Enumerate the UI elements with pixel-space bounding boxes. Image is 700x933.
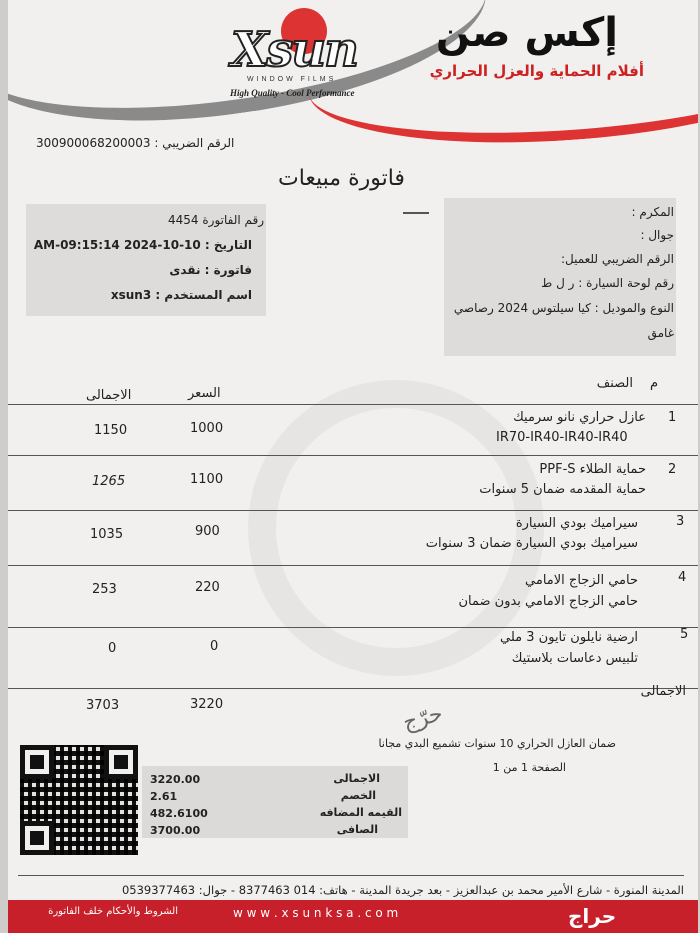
header-item: الصنف <box>596 376 633 391</box>
customer-mobile: جوال : <box>640 228 674 242</box>
row-price: 900 <box>195 524 220 539</box>
footer-website: w w w . x s u n k s a . c o m <box>233 906 399 920</box>
invoice-number <box>168 213 264 227</box>
warranty-note: ضمان العازل الحراري 10 سنوات تشميع البدي مجانا <box>378 737 616 750</box>
row-total: 1150 <box>94 423 128 438</box>
invoice-title: فاتورة مبيعات <box>278 166 405 191</box>
vehicle-shade: غامق <box>647 326 674 340</box>
haraj-watermark-text: حراج <box>568 904 617 928</box>
totals-divider <box>8 688 698 689</box>
customer-honorific: المكرم : <box>631 205 674 219</box>
row-item-name: ارضية نايلون تايون 3 ملي <box>500 630 638 645</box>
title-dash <box>403 212 429 214</box>
header-total: الاجمالى <box>86 388 132 403</box>
invoice-number-label: رقم الفاتورة <box>202 213 265 227</box>
row-num: 4 <box>678 570 687 585</box>
header-num: م <box>650 376 659 391</box>
invoice-number-value: 4454 <box>168 213 199 227</box>
footer-line <box>18 875 684 876</box>
row-total: 253 <box>92 582 117 597</box>
page-indicator: الصفحة 1 من 1 <box>492 761 566 774</box>
totals-label: الاجمالى <box>640 684 686 699</box>
totals-total: 3703 <box>86 698 120 713</box>
row-item-name: حامي الزجاج الامامي <box>525 573 638 588</box>
row-total: 1035 <box>90 527 124 542</box>
row-price: 1100 <box>190 472 224 487</box>
summary-net-value: 3700.00 <box>150 824 201 837</box>
header-price: السعر <box>188 386 221 401</box>
row-num: 2 <box>668 462 677 477</box>
invoice-payment: فاتورة : نقدى <box>169 263 252 277</box>
row-total: 1265 <box>92 474 126 489</box>
summary-vat-value: 482.6100 <box>150 807 208 820</box>
row-item-desc: حامي الزجاج الامامي بدون ضمان <box>458 594 638 609</box>
summary-vat-label: القيمه المضافه <box>319 806 402 819</box>
brand-subtitle-arabic: أفلام الحماية والعزل الحراري <box>429 62 644 80</box>
brand-name-arabic: إكس صن <box>435 10 618 56</box>
xsun-logo <box>223 8 363 98</box>
logo-tagline: High Quality - Cool Performance <box>230 88 355 98</box>
totals-price: 3220 <box>190 697 224 712</box>
row-price: 0 <box>210 639 219 654</box>
row-total: 0 <box>108 641 117 656</box>
vehicle-plate: رقم لوحة السيارة : ر ل ط <box>541 276 674 290</box>
logo-subtitle: WINDOW FILMS <box>247 76 337 83</box>
summary-discount-label: الخصم <box>340 789 376 802</box>
invoice-user: اسم المستخدم : xsun3 <box>110 288 252 302</box>
invoice-paper <box>8 0 698 933</box>
row-item-desc: تلبيس دعاسات بلاستيك <box>511 651 638 666</box>
footer-bar <box>8 900 698 933</box>
row-item-name: عازل حراري نانو سرميك <box>513 410 646 425</box>
handwritten-mark: حرّج <box>400 701 446 736</box>
row-divider <box>8 565 698 566</box>
footer-terms: الشروط والأحكام خلف الفاتورة <box>48 906 178 917</box>
qr-code <box>20 745 138 855</box>
customer-tax-number: الرقم الضريبي للعميل: <box>560 252 674 266</box>
table-header-line <box>8 404 698 405</box>
summary-total-label: الاجمالى <box>333 772 380 785</box>
row-num: 3 <box>676 514 685 529</box>
row-divider <box>8 510 698 511</box>
summary-total-value: 3220.00 <box>150 773 201 786</box>
vehicle-model: النوع والموديل : كيا سيلتوس 2024 رصاصي <box>453 301 674 315</box>
row-price: 220 <box>195 580 220 595</box>
row-price: 1000 <box>190 421 224 436</box>
summary-discount-value: 2.61 <box>150 790 178 803</box>
footer-address: المدينة المنورة - شارع الأمير محمد بن عبدالعزيز - بعد جريدة المدينة - هاتف: 014 8377463 - جوال: 0539377463 <box>121 883 684 897</box>
row-divider <box>8 455 698 456</box>
row-item-desc: IR70-IR40-IR40-IR40 <box>496 430 628 445</box>
row-item-desc: سيراميك بودي السيارة ضمان 3 سنوات <box>425 536 638 551</box>
row-item-name: سيراميك بودي السيارة <box>515 516 638 531</box>
row-num: 5 <box>680 627 689 642</box>
summary-net-label: الصافى <box>336 823 378 836</box>
row-item-name: حماية الطلاء PPF-S <box>539 462 646 477</box>
row-num: 1 <box>668 410 677 425</box>
company-tax-number: الرقم الضريبي : 300900068200003 <box>36 136 235 150</box>
invoice-date: التاريخ : 10-10-2024 09:15:14-AM <box>33 238 252 252</box>
row-item-desc: حماية المقدمه ضمان 5 سنوات <box>479 482 646 497</box>
logo-text: Xsun <box>231 22 358 78</box>
row-divider <box>8 627 698 628</box>
